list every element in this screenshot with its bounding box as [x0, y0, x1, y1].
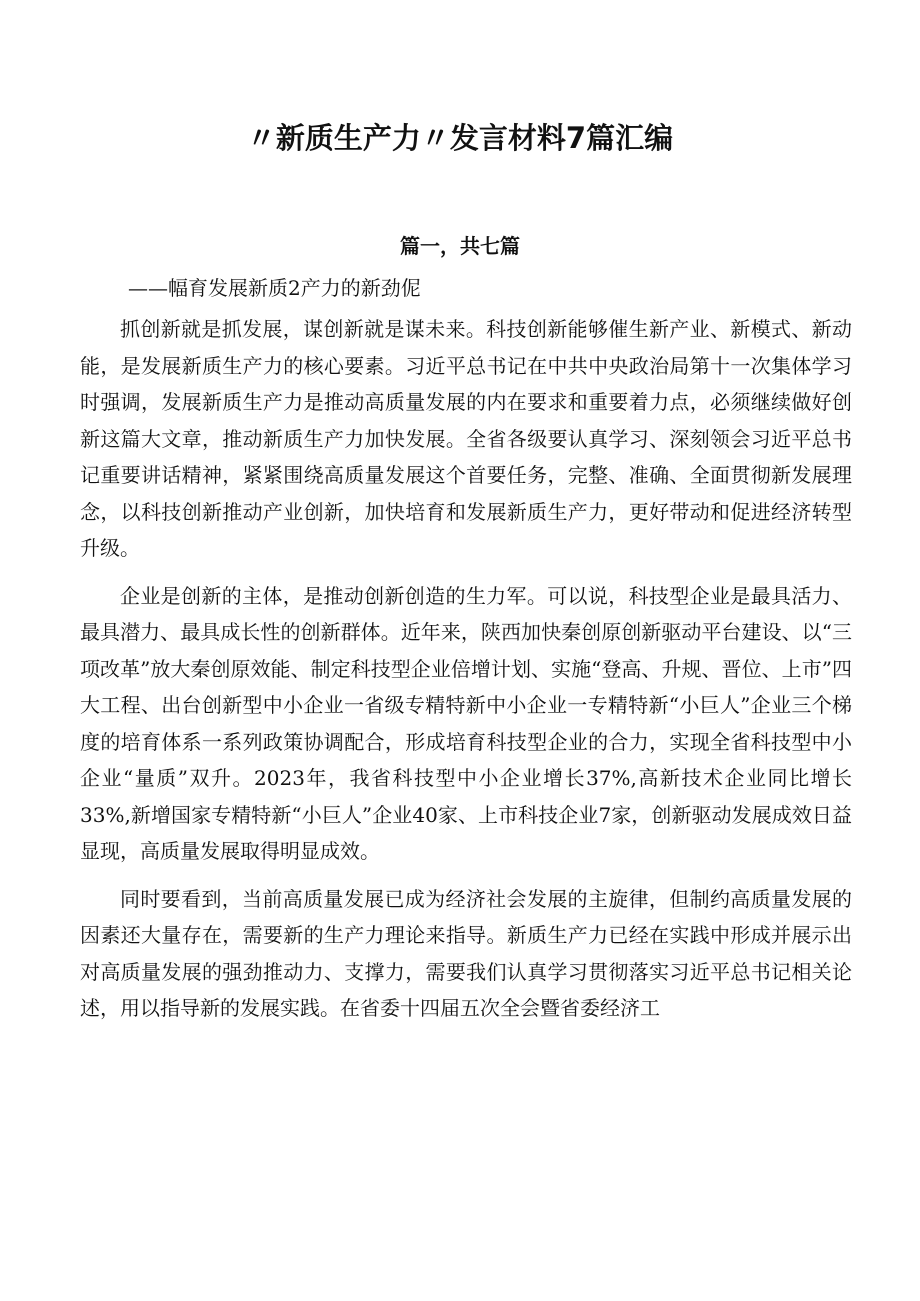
section-heading: 篇一，共七篇: [400, 234, 520, 258]
paragraph-1: 抓创新就是抓发展，谋创新就是谋未来。科技创新能够催生新产业、新模式、新动能，是发展新质生产力的核心要素。习近平总书记在中共中央政治局第十一次集体学习时强调，发展新质生产力是推动高质量发展的内在要求和重要着力点，必须继续做好创新这篇大文章，推动新质生产力加快发展。全省各级要认真学习、深刻领会习近平总书记重要讲话精神，紧紧围绕高质量发展这个首要任务，完整、准确、全面贯彻新发展理念，以科技创新推动产业创新，加快培育和发展新质生产力，更好带动和促进经济转型升级。: [80, 317, 852, 560]
paragraph-2: 企业是创新的主体，是推动创新创造的生力军。可以说，科技型企业是最具活力、最具潜力、最具成长性的创新群体。近年来，陕西加快秦创原创新驱动平台建设、以“三项改革”放大秦创原效能、制定科技型企业倍增计划、实施“登高、升规、晋位、上市”四大工程、出台创新型中小企业一省级专精特新中小企业一专精特新“小巨人”企业三个梯度的培育体系一系列政策协调配合，形成培育科技型企业的合力，实现全省科技型中小企业“量质”双升。2023年，我省科技型中小企业增长37%,高新技术企业同比增长33%,新增国家专精特新“小巨人”企业40家、上市科技企业7家，创新驱动发展成效日益显现，高质量发展取得明显成效。: [80, 583, 852, 863]
paragraph-3: 同时要看到，当前高质量发展已成为经济社会发展的主旋律，但制约高质量发展的因素还大量存在，需要新的生产力理论来指导。新质生产力已经在实践中形成并展示出对高质量发展的强劲推动力、支撑力，需要我们认真学习贯彻落实习近平总书记相关论述，用以指导新的发展实践。在省委十四届五次全会暨省委经济工: [80, 886, 852, 1020]
section-subtitle: ——幅育发展新质2产力的新劲伲: [128, 276, 421, 300]
document-body: [80, 311, 852, 1038]
document-title: 〃新质生产力〃发言材料7篇汇编: [246, 121, 674, 155]
